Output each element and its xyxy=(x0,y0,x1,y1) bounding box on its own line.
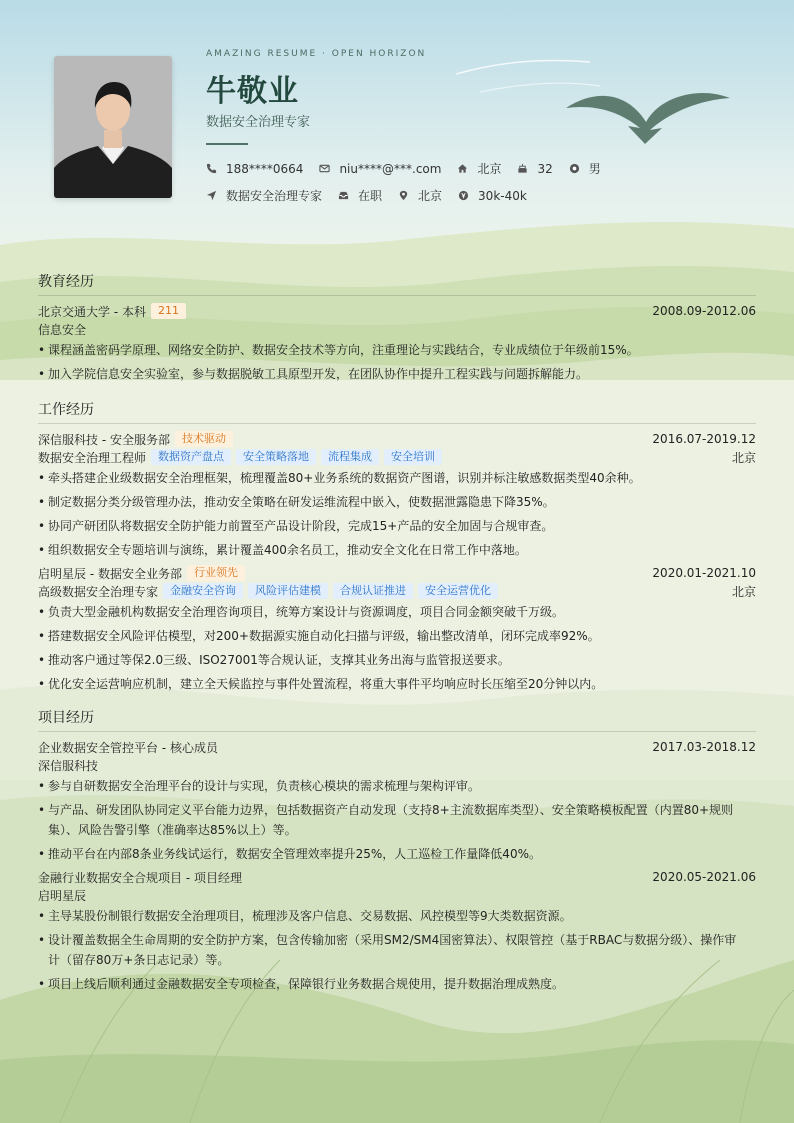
skill-tag: 安全策略落地 xyxy=(236,449,316,465)
job-company: 深信服科技 - 安全服务部 xyxy=(38,432,170,447)
skill-tag: 安全运营优化 xyxy=(418,583,498,599)
list-item: • 负责大型金融机构数据安全治理咨询项目，统筹方案设计与资源调度，项目合同金额突破千万级。 xyxy=(38,602,756,622)
job-bullets xyxy=(38,602,756,694)
project-entry xyxy=(38,868,756,994)
info-status-text: 在职 xyxy=(358,189,383,203)
home-icon xyxy=(457,163,468,174)
project-header xyxy=(38,868,756,886)
list-item: • 组织数据安全专题培训与演练，累计覆盖400余名员工，推动安全文化在日常工作中落地。 xyxy=(38,540,756,560)
education-section xyxy=(38,271,756,388)
education-date: 2008.09-2012.06 xyxy=(652,304,756,318)
info-email-text: niu****@***.com xyxy=(339,161,442,176)
list-item: • 搭建数据安全风险评估模型，对200+数据源实施自动化扫描与评级，输出整改清单，闭环完成率92%。 xyxy=(38,626,756,646)
list-item: • 主导某股份制银行数据安全治理项目，梳理涉及客户信息、交易数据、风控模型等9大类数据资源。 xyxy=(38,906,756,926)
education-major xyxy=(38,320,756,338)
job-role-row xyxy=(38,582,756,600)
job-intent-row xyxy=(206,187,543,204)
project-bullets xyxy=(38,776,756,864)
skill-tag: 安全培训 xyxy=(384,449,442,465)
projects-title: 项目经历 xyxy=(38,707,756,732)
info-city-text: 北京 xyxy=(477,162,502,176)
money-icon xyxy=(458,190,469,201)
major-text: 信息安全 xyxy=(38,322,87,337)
job-header xyxy=(38,430,756,448)
job-entry xyxy=(38,564,756,694)
work-section xyxy=(38,399,756,698)
education-header xyxy=(38,302,756,320)
skill-tag: 合规认证推进 xyxy=(333,583,413,599)
mail-icon xyxy=(319,163,330,174)
send-icon xyxy=(206,190,217,201)
project-org-row xyxy=(38,756,756,774)
skill-tag: 数据资产盘点 xyxy=(151,449,231,465)
list-item: • 推动平台在内部8条业务线试运行，数据安全管理效率提升25%，人工巡检工作量降低40%。 xyxy=(38,844,756,864)
info-location xyxy=(398,187,442,204)
list-item: • 设计覆盖数据全生命周期的安全防护方案，包含传输加密（采用SM2/SM4国密算法）、权限管控（基于RBAC与数据分级）、操作审计（留存80万+条日志记录）等。 xyxy=(38,930,756,970)
job-company: 启明星辰 - 数据安全业务部 xyxy=(38,566,182,581)
education-bullets xyxy=(38,340,756,384)
info-phone-text: 188****0664 xyxy=(226,161,304,176)
cake-icon xyxy=(517,163,528,174)
skill-tag: 流程集成 xyxy=(321,449,379,465)
candidate-name: 牛敬业 xyxy=(206,74,299,109)
projects-section xyxy=(38,707,756,998)
info-age xyxy=(517,162,552,176)
project-date: 2017.03-2018.12 xyxy=(652,740,756,754)
job-date: 2016.07-2019.12 xyxy=(652,432,756,446)
project-date: 2020.05-2021.06 xyxy=(652,870,756,884)
inbox-icon xyxy=(338,190,349,201)
list-item: • 项目上线后顺利通过金融数据安全专项检查，保障银行业务数据合规使用，提升数据治理成熟度。 xyxy=(38,974,756,994)
skill-tag: 金融安全咨询 xyxy=(163,583,243,599)
project-org-row xyxy=(38,886,756,904)
list-item: • 加入学院信息安全实验室，参与数据脱敏工具原型开发，在团队协作中提升工程实践与问题拆解能力。 xyxy=(38,364,756,384)
info-salary-text: 30k-40k xyxy=(478,188,527,203)
info-location-text: 北京 xyxy=(418,189,443,203)
info-intent xyxy=(206,187,322,204)
contact-row xyxy=(206,160,617,177)
project-org: 启明星辰 xyxy=(38,888,87,903)
title-divider xyxy=(206,143,248,145)
list-item: • 协同产研团队将数据安全防护能力前置至产品设计阶段，完成15+产品的安全加固与合规审查。 xyxy=(38,516,756,536)
job-role: 数据安全治理工程师 xyxy=(38,450,147,465)
skill-tag: 风险评估建模 xyxy=(248,583,328,599)
job-location: 北京 xyxy=(731,584,756,599)
brand-tagline: AMAZING RESUME · OPEN HORIZON xyxy=(206,49,427,59)
project-org: 深信服科技 xyxy=(38,758,99,773)
phone-icon xyxy=(206,163,217,174)
job-role-row xyxy=(38,448,756,466)
info-age-text: 32 xyxy=(537,161,553,176)
job-role: 高级数据安全治理专家 xyxy=(38,584,159,599)
list-item: • 推动客户通过等保2.0三级、ISO27001等合规认证，支撑其业务出海与监管报送要求。 xyxy=(38,650,756,670)
list-item: • 与产品、研发团队协同定义平台能力边界，包括数据资产自动发现（支持8+主流数据库类型）、安全策略模板配置（内置80+规则集）、风险告警引擎（准确率达85%以上）等。 xyxy=(38,800,756,840)
job-header xyxy=(38,564,756,582)
job-location: 北京 xyxy=(731,450,756,465)
info-phone[interactable] xyxy=(206,162,303,176)
project-bullets xyxy=(38,906,756,994)
info-intent-text: 数据安全治理专家 xyxy=(226,189,323,203)
list-item: • 课程涵盖密码学原理、网络安全防护、数据安全技术等方向，注重理论与实践结合，专业成绩位于年级前15%。 xyxy=(38,340,756,360)
project-entry xyxy=(38,738,756,864)
job-badge: 技术驱动 xyxy=(175,431,233,447)
info-gender xyxy=(569,160,601,177)
info-status xyxy=(338,187,382,204)
school-name: 北京交通大学 - 本科 xyxy=(38,304,146,319)
job-bullets xyxy=(38,468,756,560)
project-header xyxy=(38,738,756,756)
list-item: • 优化安全运营响应机制，建立全天候监控与事件处置流程，将重大事件平均响应时长压缩至20分钟以内。 xyxy=(38,674,756,694)
info-gender-text: 男 xyxy=(588,162,601,176)
education-title: 教育经历 xyxy=(38,271,756,296)
list-item: • 参与自研数据安全治理平台的设计与实现，负责核心模块的需求梳理与架构评审。 xyxy=(38,776,756,796)
work-title: 工作经历 xyxy=(38,399,756,424)
candidate-title: 数据安全治理专家 xyxy=(206,115,311,130)
info-salary xyxy=(458,189,527,203)
project-name: 企业数据安全管控平台 - 核心成员 xyxy=(38,740,218,755)
list-item: • 制定数据分类分级管理办法，推动安全策略在研发运维流程中嵌入，使数据泄露隐患下降35%。 xyxy=(38,492,756,512)
avatar xyxy=(54,56,172,198)
info-city xyxy=(457,160,501,177)
info-email[interactable] xyxy=(319,162,441,176)
list-item: • 牵头搭建企业级数据安全治理框架，梳理覆盖80+业务系统的数据资产图谱，识别并标注敏感数据类型40余种。 xyxy=(38,468,756,488)
gender-icon xyxy=(569,163,580,174)
job-badge: 行业领先 xyxy=(187,565,245,581)
job-date: 2020.01-2021.10 xyxy=(652,566,756,580)
project-name: 金融行业数据安全合规项目 - 项目经理 xyxy=(38,870,242,885)
school-badge: 211 xyxy=(151,303,186,319)
job-entry xyxy=(38,430,756,560)
location-pin-icon xyxy=(398,190,409,201)
